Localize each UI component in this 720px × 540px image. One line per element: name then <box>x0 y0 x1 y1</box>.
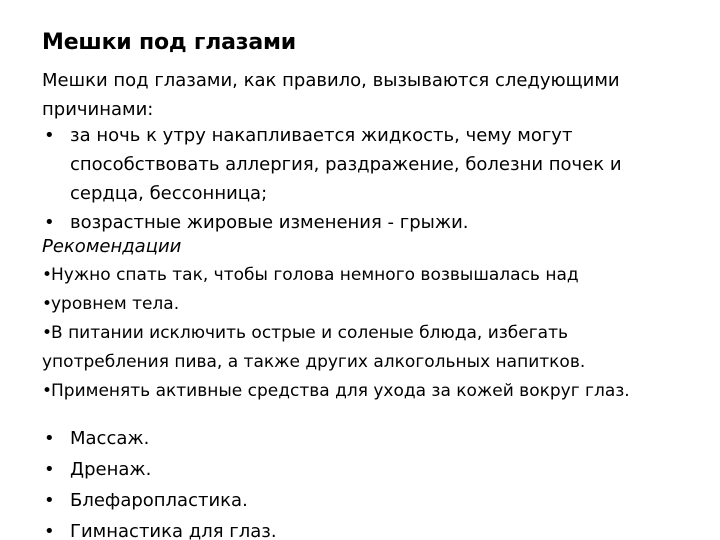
bullet-icon: • <box>42 323 53 343</box>
bullet-icon: • <box>44 428 55 449</box>
causes-list <box>42 121 682 237</box>
cause-text: за ночь к утру накапливается жидкость, чему могут способствовать аллергия, раздражение, болезни почек и сердца, бессонница; <box>70 125 622 204</box>
list-item <box>42 290 692 319</box>
treatment-text: Гимнастика для глаз. <box>70 521 277 540</box>
treatment-text: Массаж. <box>70 428 150 449</box>
recommendation-text: В питании исключить острые и соленые блюда, избегать употребления пива, а также других алкогольных напитков. <box>42 323 586 372</box>
recommendations-list <box>42 261 692 406</box>
list-item <box>42 516 682 540</box>
list-item <box>42 485 682 516</box>
list-item <box>42 454 682 485</box>
bullet-icon: • <box>44 212 55 233</box>
list-item <box>42 261 692 290</box>
list-item <box>42 319 692 377</box>
slide-title: Мешки под глазами <box>42 30 297 55</box>
treatment-text: Дренаж. <box>70 459 152 480</box>
treatment-text: Блефаропластика. <box>70 490 248 511</box>
bullet-icon: • <box>44 490 55 511</box>
list-item <box>42 121 682 208</box>
recommendations-heading: Рекомендации <box>42 236 182 257</box>
bullet-icon: • <box>42 381 53 401</box>
bullet-icon: • <box>44 459 55 480</box>
list-item <box>42 377 692 406</box>
cause-text: возрастные жировые изменения - грыжи. <box>70 212 469 233</box>
list-item <box>42 423 682 454</box>
intro-text: Мешки под глазами, как правило, вызываются следующими причинами: <box>42 70 620 120</box>
bullet-icon: • <box>42 294 53 314</box>
recommendation-text: уровнем тела. <box>51 294 180 314</box>
bullet-icon: • <box>44 521 55 540</box>
recommendation-text: Применять активные средства для ухода за кожей вокруг глаз. <box>51 381 630 401</box>
treatments-list <box>42 423 682 540</box>
recommendation-text: Нужно спать так, чтобы голова немного возвышалась над <box>51 265 579 285</box>
bullet-icon: • <box>44 125 55 146</box>
bullet-icon: • <box>42 265 53 285</box>
